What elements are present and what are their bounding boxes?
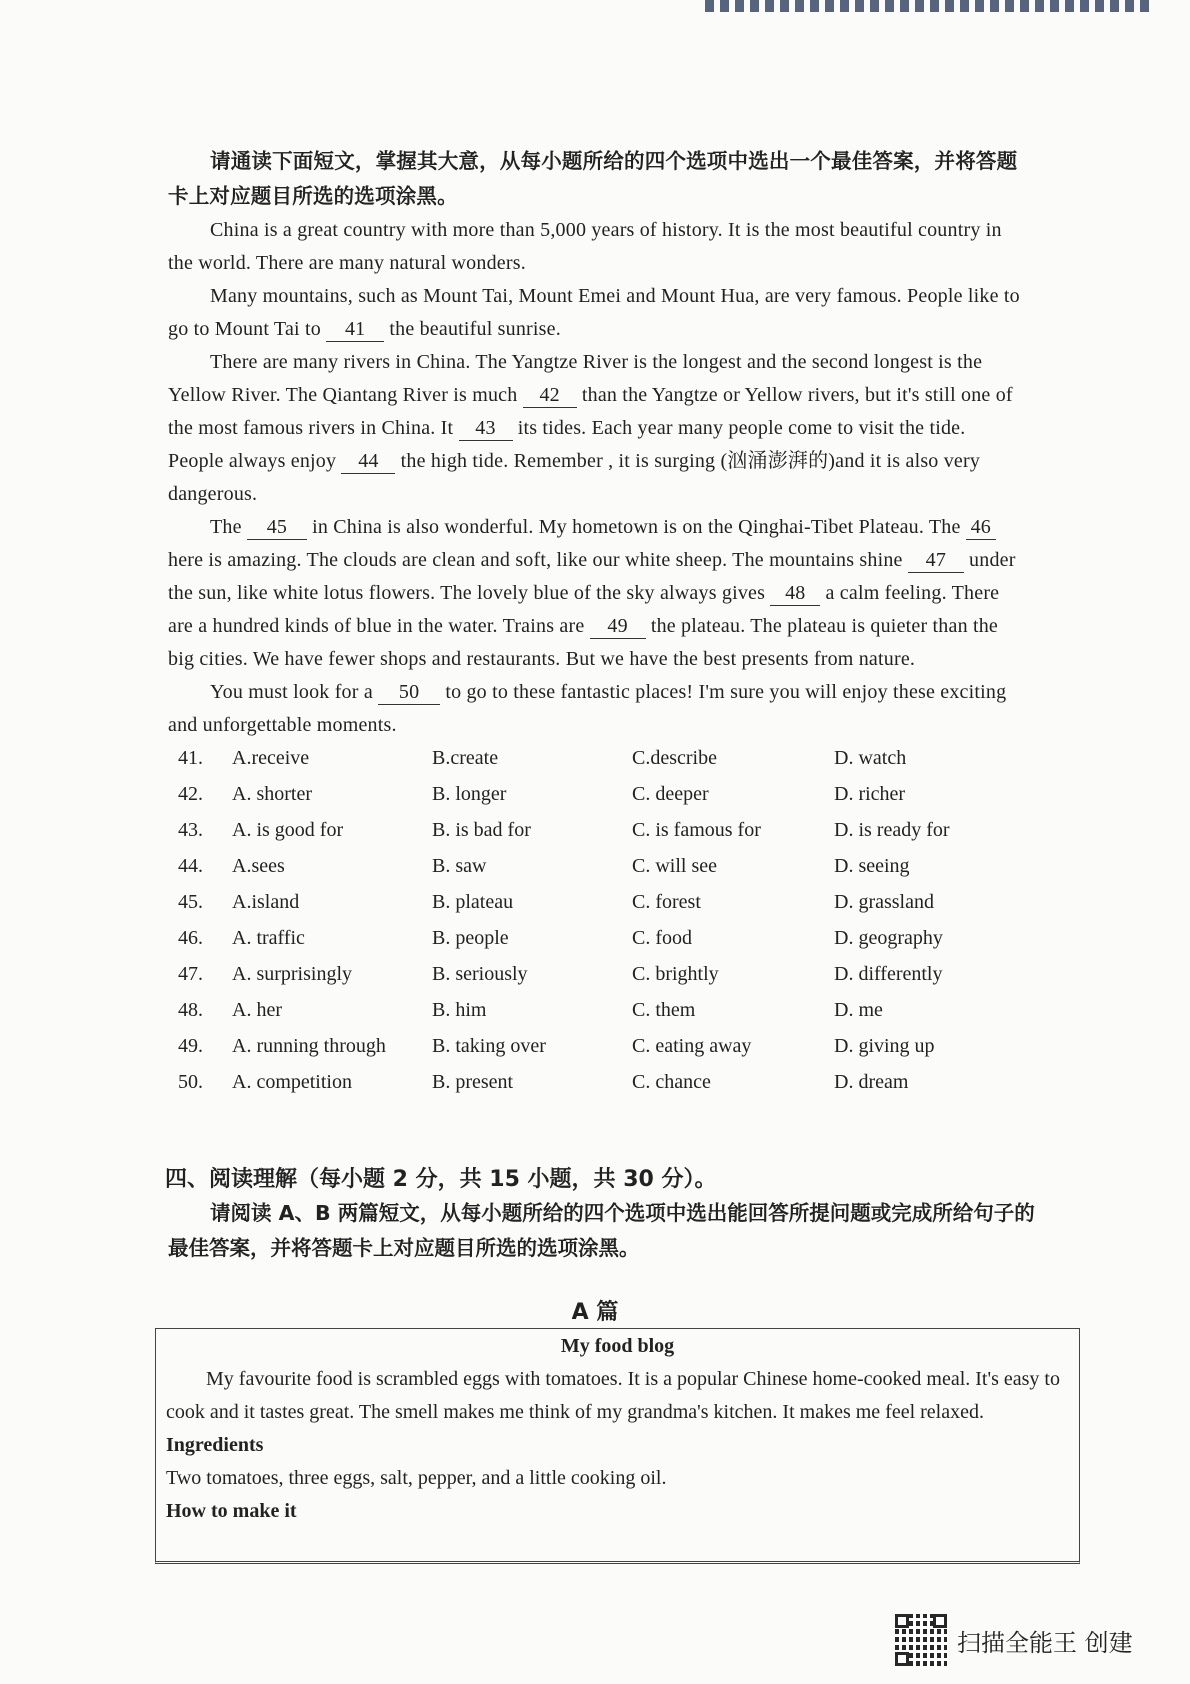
blank-45: 45 <box>247 515 307 540</box>
section-instruction: 请阅读 A、B 两篇短文，从每小题所给的四个选项中选出能回答所提问题或完成所给句子的最佳答案，并将答题卡上对应题目所选的选项涂黑。 <box>168 1201 1035 1260</box>
ingredients-heading: Ingredients <box>166 1434 264 1456</box>
option-row: 44. A.sees B. saw C. will see D. seeing <box>178 854 910 877</box>
blog-intro: My favourite food is scrambled eggs with tomatoes. It is a popular Chinese home-cooked meal. It's easy to cook and it tastes great. The smell makes me think of my grandma's kitchen. It makes me feel relaxed. <box>166 1368 1060 1423</box>
option-row: 43. A. is good for B. is bad for C. is famous for D. is ready for <box>178 818 950 841</box>
option-row: 46. A. traffic B. people C. food D. geography <box>178 926 943 949</box>
blank-49: 49 <box>590 614 646 639</box>
answer-options <box>178 740 998 1100</box>
option-row: 41. A.receive B.create C.describe D. watch <box>178 746 907 769</box>
howto-heading: How to make it <box>166 1500 297 1522</box>
option-row: 49. A. running through B. taking over C. eating away D. giving up <box>178 1034 935 1057</box>
section-heading: 四、阅读理解（每小题 2 分，共 15 小题，共 30 分）。 <box>165 1167 717 1192</box>
qr-code-icon <box>895 1614 947 1666</box>
cloze-instruction: 请通读下面短文，掌握其大意，从每小题所给的四个选项中选出一个最佳答案，并将答题卡上对应题目所选的选项涂黑。 <box>168 149 1018 208</box>
ingredients-text: Two tomatoes, three eggs, salt, pepper, and a little cooking oil. <box>166 1467 667 1489</box>
option-row: 45. A.island B. plateau C. forest D. grassland <box>178 890 934 913</box>
passage-paragraph-4: The 45 in China is also wonderful. My hometown is on the Qinghai-Tibet Plateau. The 46 here is amazing. The clouds are clean and soft, like our white sheep. The mountains shine 47 under the sun, like white lotus flowers. The lovely blue of the sky always gives 48 a calm feeling. There are a hundred kinds of blue in the water. Trains are 49 the plateau. The plateau is quieter than the big cities. We have fewer shops and restaurants. But we have the best presents from nature. <box>168 516 1016 670</box>
passage-paragraph-3: There are many rivers in China. The Yangtze River is the longest and the second longest is the Yellow River. The Qiantang River is much 42 than the Yangtze or Yellow rivers, but it's still one of the most famous rivers in China. It 43 its tides. Each year many people come to visit the tide. People always enjoy 44 the high tide. Remember , it is surging (汹涌澎湃的)and it is also very dangerous. <box>168 351 1013 505</box>
blank-44: 44 <box>341 449 395 474</box>
blank-42: 42 <box>523 383 577 408</box>
cloze-passage <box>168 214 1024 742</box>
option-row: 42. A. shorter B. longer C. deeper D. richer <box>178 782 906 805</box>
food-blog-box <box>155 1328 1080 1564</box>
blank-48: 48 <box>770 581 820 606</box>
passage-paragraph-1: China is a great country with more than 5,000 years of history. It is the most beautiful country in the world. There are many natural wonders. <box>168 219 1002 274</box>
passage-paragraph-5: You must look for a 50 to go to these fantastic places! I'm sure you will enjoy these exciting and unforgettable moments. <box>168 681 1007 736</box>
scan-edge-marks <box>705 0 1150 12</box>
passage-paragraph-2: Many mountains, such as Mount Tai, Mount Emei and Mount Hua, are very famous. People like to go to Mount Tai to 41 the beautiful sunrise. <box>168 285 1020 340</box>
blank-47: 47 <box>908 548 964 573</box>
blog-title: My food blog <box>560 1335 675 1357</box>
blank-41: 41 <box>326 317 384 342</box>
option-row: 50. A. competition B. present C. chance D. dream <box>178 1070 909 1093</box>
blank-46: 46 <box>966 515 996 540</box>
option-row: 48. A. her B. him C. them D. me <box>178 998 883 1021</box>
scanner-watermark <box>895 1613 1133 1667</box>
passage-label: A 篇 <box>571 1300 619 1325</box>
blank-50: 50 <box>378 680 440 705</box>
option-row: 47. A. surprisingly B. seriously C. brightly D. differently <box>178 962 943 985</box>
watermark-text: 扫描全能王 创建 <box>957 1628 1133 1657</box>
blank-43: 43 <box>459 416 513 441</box>
